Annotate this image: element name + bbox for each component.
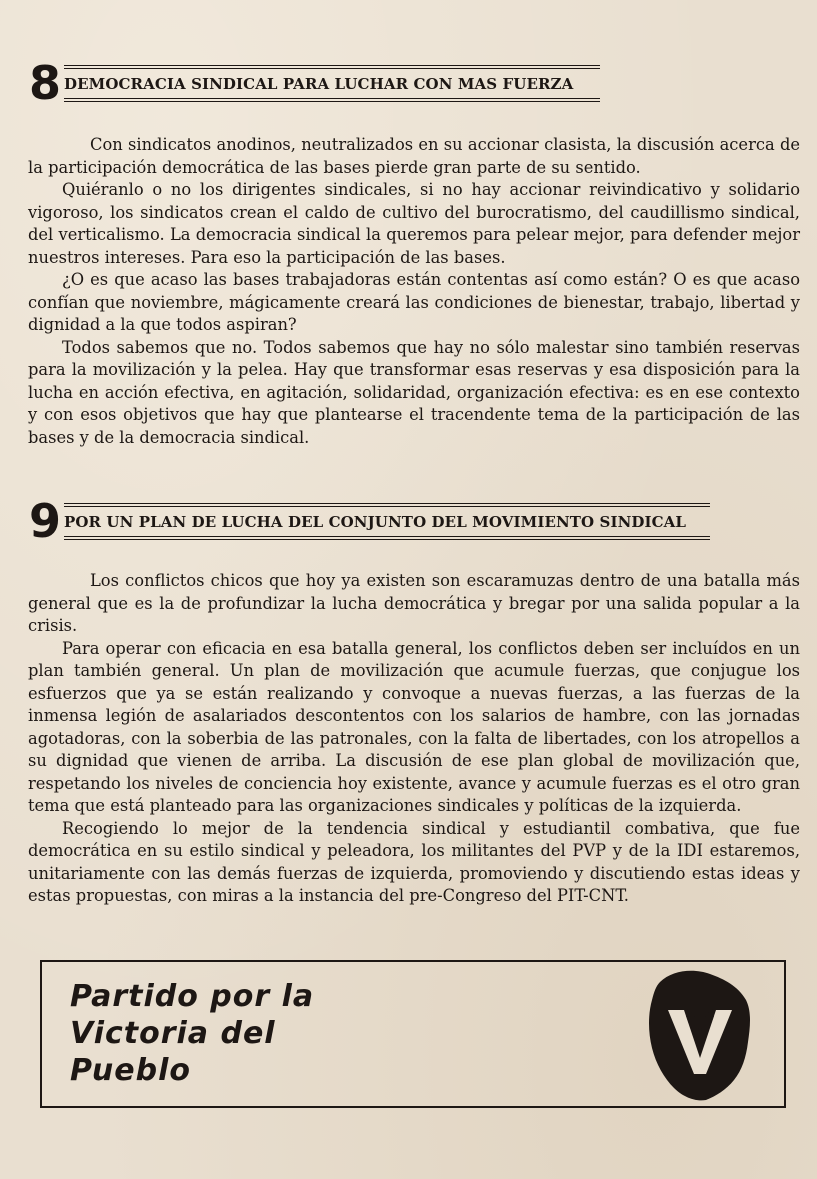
party-name-line-1: Partido por la (70, 979, 315, 1014)
section-9-header (28, 494, 710, 548)
section-8-header (28, 56, 600, 110)
party-name (70, 978, 314, 1089)
section-8-paragraph-4: Todos sabemos que no. Todos sabemos que hay no sólo malestar sino también reservas para la movilización y la pelea. Hay que transformar esas reservas y esa disposición para la lucha en acción efectiva, en agitación, solidaridad, organización efectiva: es en ese contexto y con esos objetivos que hay que plantearse el tracendente tema de la participación de las bases y de la democracia sindical. (28, 337, 800, 447)
section-9-paragraph-1: Los conflictos chicos que hoy ya existen son escaramuzas dentro de una batalla más general que es la de profundizar la lucha democrática y bregar por una salida popular a la crisis. (28, 571, 800, 635)
section-8-title: DEMOCRACIA SINDICAL PARA LUCHAR CON MAS FUERZA (64, 74, 574, 93)
section-8-paragraph-2: Quiéranlo o no los dirigentes sindicales, si no hay accionar reivindicativo y solidario vigoroso, los sindicatos crean el caldo de cultivo del burocratismo, del caudillismo sindical, del verticalismo. La democracia sindical la queremos para pelear mejor, para defender mejor nuestros intereses. Para eso la participación de las bases. (28, 180, 800, 267)
section-9-paragraph-2: Para operar con eficacia en esa batalla general, los conflictos deben ser incluídos en un plan también general. Un plan de movilización que acumule fuerzas, que conjugue los esfuerzos que ya se están realizando y convoque a nuevas fuerzas, a las fuerzas de la inmensa legión de asalariados descontentos con los salarios de hambre, con las jornadas agotadoras, con la soberbia de las patronales, con la falta de libertades, con los atropellos a su dignidad que vienen de arriba. La discusión de ese plan global de movilización que, respetando los niveles de conciencia hoy existente, avance y acumule fuerzas es el otro gran tema que está planteado para las organizaciones sindicales y políticas de la izquierda. (28, 638, 800, 815)
section-9-paragraph-3: Recogiendo lo mejor de la tendencia sindical y estudiantil combativa, que fue democrática en su estilo sindical y peleadora, los militantes del PVP y de la IDI estaremos, unitariamente con las demás fuerzas de izquierda, promoviendo y discutiendo estas ideas y estas propuestas, con miras a la instancia del pre-Congreso del PIT-CNT. (28, 818, 800, 905)
section-8-number: 8 (28, 56, 61, 110)
section-9-title: POR UN PLAN DE LUCHA DEL CONJUNTO DEL MOVIMIENTO SINDICAL (64, 512, 687, 531)
section-8-body (28, 134, 800, 449)
pvp-emblem-icon (646, 966, 754, 1104)
section-9-title-rule (64, 506, 710, 537)
section-8-title-rule (64, 68, 600, 99)
section-8-paragraph-1: Con sindicatos anodinos, neutralizados en su accionar clasista, la discusión acerca de la participación democrática de las bases pierde gran parte de su sentido. (28, 135, 800, 177)
party-logo-box (40, 960, 786, 1108)
party-name-line-3: Pueblo (70, 1053, 191, 1088)
section-8-paragraph-3: ¿O es que acaso las bases trabajadoras están contentas así como están? O es que acaso confían que noviembre, mágicamente creará las condiciones de bienestar, trabajo, libertad y dignidad a la que todos aspiran? (28, 270, 800, 334)
party-name-line-2: Victoria del (70, 1016, 276, 1051)
section-9-number: 9 (28, 494, 61, 548)
section-9-body (28, 570, 800, 908)
